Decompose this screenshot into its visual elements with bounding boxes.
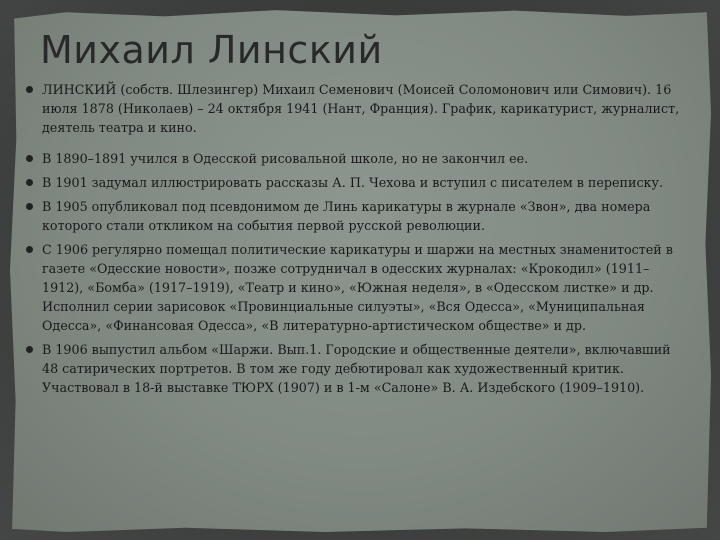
bullet-text: В 1905 опубликовал под псевдонимом де Линь карикатуры в журнале «Звон», два номера которого стали откликом на события первой русской революции.: [42, 199, 651, 233]
bullet-dot-icon: [26, 179, 33, 186]
bullet-text: В 1890–1891 учился в Одесской рисовальной школе, но не закончил ее.: [42, 151, 529, 166]
bullet-text: ЛИНСКИЙ (собств. Шлезингер) Михаил Семенович (Моисей Соломонович или Симович). 16 июля 1878 (Николаев) – 24 октября 1941 (Нант, Франция). График, карикатурист, журналист, деятель театра и кино.: [42, 82, 680, 135]
bullet-item: [24, 197, 680, 235]
bullet-dot-icon: [26, 246, 33, 253]
bullet-dot-icon: [26, 203, 33, 210]
slide-title: Михаил Линский: [40, 28, 383, 72]
bullet-item: [24, 173, 680, 192]
bullet-dot-icon: [26, 346, 33, 353]
bullet-text: С 1906 регулярно помещал политические карикатуры и шаржи на местных знаменитостей в газете «Одесские новости», позже сотрудничал в одесских журналах: «Крокодил» (1911–1912), «Бомба» (1917–1919), «Театр и кино», «Южная неделя», в «Одесском листке» и др. Исполнил серии зарисовок «Провинциальные силуэты», «Вся Одесса», «Муниципальная Одесса», «Финансовая Одесса», «В литературно-артистическом обществе» и др.: [42, 242, 673, 333]
bullet-item: [24, 149, 680, 168]
bullet-dot-icon: [26, 155, 33, 162]
bullet-text: В 1901 задумал иллюстрировать рассказы А. П. Чехова и вступил с писателем в переписку.: [42, 175, 663, 190]
bullet-item: [24, 80, 680, 137]
bullet-item: [24, 240, 680, 335]
bullet-list: [24, 80, 680, 397]
bullet-item: [24, 340, 680, 397]
bullet-dot-icon: [26, 86, 33, 93]
bullet-text: В 1906 выпустил альбом «Шаржи. Вып.1. Городские и общественные деятели», включавший 48 сатирических портретов. В том же году дебютировал как художественный критик. Участвовал в 18-й выставке ТЮРХ (1907) и в 1-м «Салоне» В. А. Издебского (1909–1910).: [42, 342, 671, 395]
